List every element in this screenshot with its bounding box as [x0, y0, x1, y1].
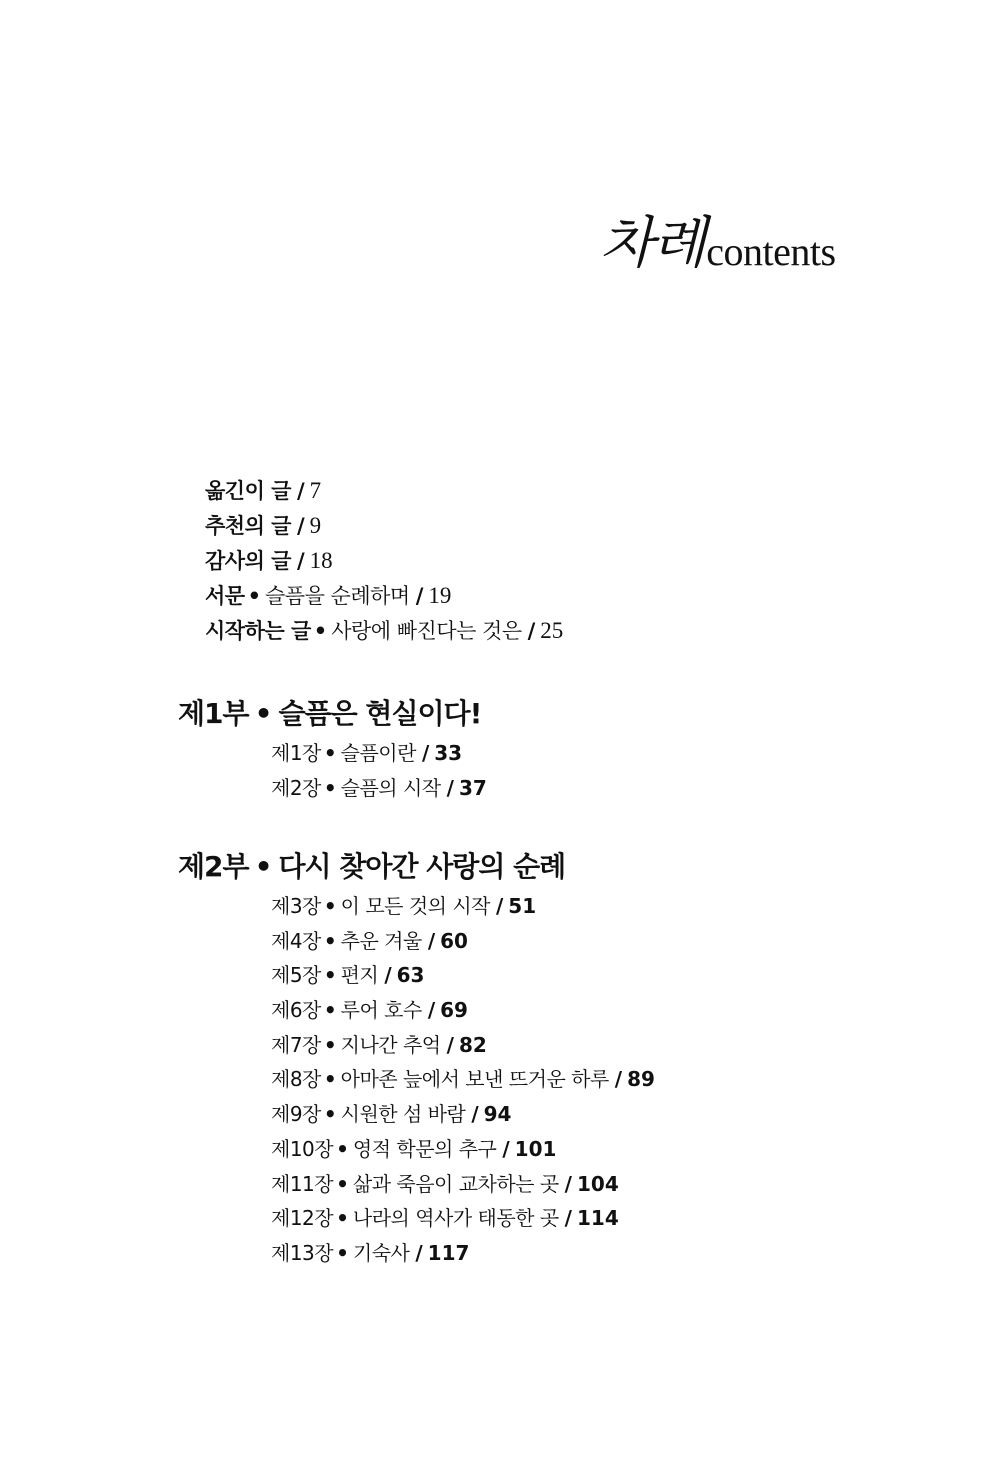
- chapter-label: 제6장: [271, 998, 321, 1023]
- title-korean: 차례: [600, 211, 705, 276]
- chapter-label: 제10장: [271, 1136, 334, 1161]
- part-title: 다시 찾아간 사랑의 순례: [278, 850, 566, 883]
- front-matter-list: [205, 473, 563, 648]
- entry-page: 19: [428, 583, 452, 608]
- part-heading: 제2부 • 다시 찾아간 사랑의 순례: [178, 850, 566, 883]
- chapter-label: 제11장: [271, 1171, 334, 1196]
- chapter-title: 아마존 늪에서 보낸 뜨거운 하루: [340, 1067, 609, 1092]
- chapter-title: 시원한 섬 바람: [340, 1102, 466, 1127]
- chapter-entry: 제7장 • 지나간 추억 / 82: [271, 1032, 487, 1057]
- chapter-title: 영적 학문의 추구: [352, 1136, 497, 1161]
- chapter-entry: 제3장 • 이 모든 것의 시작 / 51: [271, 894, 537, 918]
- front-matter-entry: 서문 • 슬픔을 순례하며 / 19: [205, 583, 452, 608]
- chapter-page: 114: [576, 1206, 619, 1231]
- chapter-title: 지나간 추억: [340, 1032, 441, 1057]
- chapter-entry: 제2장 • 슬픔의 시작 / 37: [271, 775, 487, 800]
- chapter-entry: 제8장 • 아마존 늪에서 보낸 뜨거운 하루 / 89: [271, 1067, 655, 1092]
- chapter-title: 기숙사: [352, 1240, 410, 1265]
- chapter-page: 104: [576, 1171, 619, 1196]
- entry-page: 18: [309, 548, 333, 573]
- chapter-page: 101: [514, 1136, 557, 1161]
- chapter-title: 슬픔이란: [340, 741, 416, 765]
- chapter-label: 제8장: [271, 1067, 321, 1092]
- chapter-title: 나라의 역사가 태동한 곳: [352, 1206, 559, 1231]
- chapter-page: 82: [458, 1032, 487, 1057]
- chapter-page: 63: [396, 963, 425, 988]
- page-title: [600, 208, 836, 280]
- chapter-page: 37: [458, 775, 487, 800]
- entry-label: 옮긴이 글: [205, 479, 291, 503]
- front-matter-entry: 추천의 글 / 9: [205, 513, 322, 538]
- chapter-label: 제7장: [271, 1032, 321, 1057]
- chapter-page: 94: [483, 1102, 512, 1127]
- part-heading: 제1부 • 슬픔은 현실이다!: [178, 697, 482, 730]
- chapter-entry: 제6장 • 루어 호수 / 69: [271, 998, 468, 1023]
- chapter-list: [271, 889, 655, 1271]
- entry-label: 추천의 글: [205, 514, 291, 538]
- entry-label: 서문: [205, 584, 245, 608]
- chapter-entry: 제11장 • 삶과 죽음이 교차하는 곳 / 104: [271, 1171, 619, 1196]
- chapter-entry: 제10장 • 영적 학문의 추구 / 101: [271, 1136, 557, 1161]
- chapter-title: 슬픔의 시작: [340, 775, 441, 800]
- chapter-page: 60: [440, 928, 468, 953]
- chapter-page: 33: [434, 741, 463, 765]
- chapter-page: 69: [440, 998, 468, 1023]
- entry-page: 9: [309, 513, 322, 538]
- chapter-entry: 제13장 • 기숙사 / 117: [271, 1240, 470, 1265]
- chapter-page: 117: [427, 1240, 470, 1265]
- chapter-label: 제3장: [271, 894, 321, 918]
- entry-page: 25: [540, 618, 564, 643]
- chapter-title: 이 모든 것의 시작: [340, 894, 490, 918]
- title-english: contents: [706, 229, 836, 274]
- chapter-entry: 제1장 • 슬픔이란 / 33: [271, 741, 463, 765]
- chapter-page: 89: [627, 1067, 655, 1092]
- chapter-entry: 제9장 • 시원한 섬 바람 / 94: [271, 1102, 512, 1127]
- chapter-label: 제13장: [271, 1240, 334, 1265]
- entry-subtitle: 사랑에 빠진다는 것은: [331, 619, 522, 643]
- chapter-entry: 제12장 • 나라의 역사가 태동한 곳 / 114: [271, 1206, 619, 1231]
- entry-label: 시작하는 글: [205, 619, 311, 643]
- chapter-entry: 제4장 • 추운 겨울 / 60: [271, 928, 468, 953]
- chapter-title: 삶과 죽음이 교차하는 곳: [352, 1171, 559, 1196]
- entry-label: 감사의 글: [205, 549, 291, 573]
- chapter-list: [271, 736, 487, 805]
- chapter-label: 제4장: [271, 928, 321, 953]
- chapter-label: 제1장: [271, 741, 321, 765]
- entry-page: 7: [309, 478, 322, 503]
- chapter-page: 51: [508, 894, 537, 918]
- front-matter-entry: 감사의 글 / 18: [205, 548, 333, 573]
- chapter-entry: 제5장 • 편지 / 63: [271, 963, 425, 988]
- chapter-label: 제12장: [271, 1206, 334, 1231]
- chapter-title: 루어 호수: [340, 998, 422, 1023]
- part-label: 제2부: [178, 850, 249, 883]
- chapter-label: 제9장: [271, 1102, 321, 1127]
- chapter-title: 추운 겨울: [340, 928, 422, 953]
- part-2: [178, 845, 655, 1271]
- front-matter-entry: 시작하는 글 • 사랑에 빠진다는 것은 / 25: [205, 618, 564, 643]
- part-title: 슬픔은 현실이다!: [278, 697, 482, 730]
- chapter-title: 편지: [340, 963, 379, 988]
- part-label: 제1부: [178, 697, 249, 730]
- part-1: [178, 692, 487, 805]
- chapter-label: 제2장: [271, 775, 321, 800]
- chapter-label: 제5장: [271, 963, 321, 988]
- entry-subtitle: 슬픔을 순례하며: [265, 584, 410, 608]
- front-matter-entry: 옮긴이 글 / 7: [205, 478, 322, 503]
